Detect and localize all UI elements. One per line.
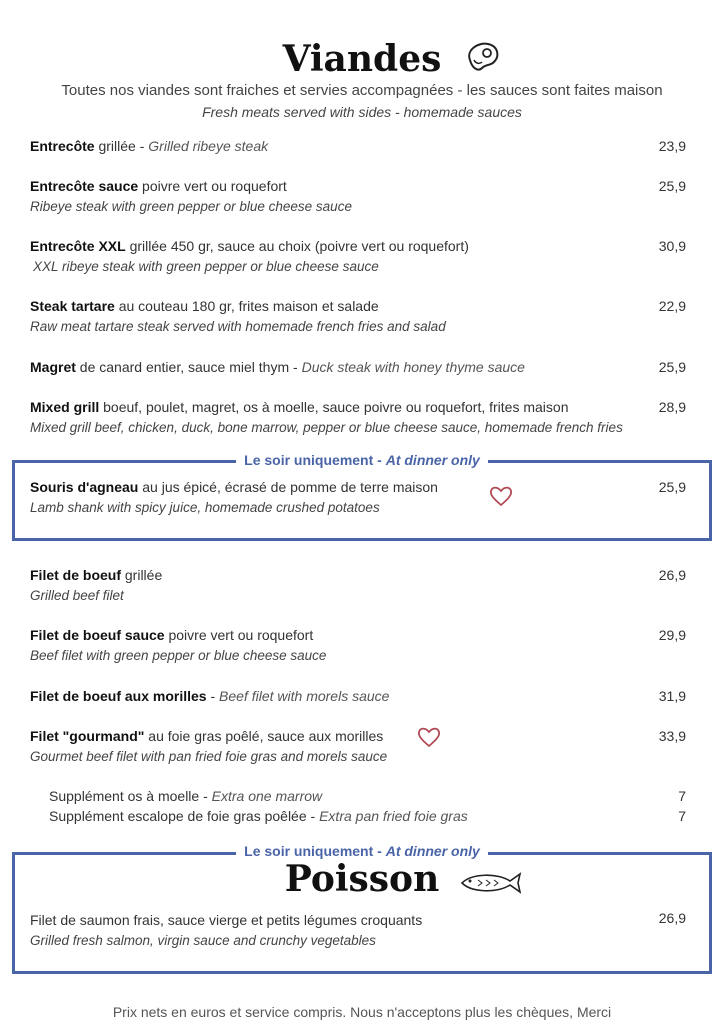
item-desc: au jus épicé, écrasé de pomme de terre maison	[138, 479, 438, 495]
item-desc: grillée 450 gr, sauce au choix (poivre vert ou roquefort)	[125, 238, 469, 254]
heart-icon	[416, 725, 442, 749]
item-price: 31,9	[658, 688, 686, 704]
item-price: 26,9	[658, 567, 686, 583]
item-name: Filet de boeuf aux morilles	[30, 688, 207, 704]
label-en: At dinner only	[385, 843, 480, 859]
item-desc-en: Grilled fresh salmon, virgin sauce and crunchy vegetables	[30, 933, 376, 948]
item-desc-en: Grilled ribeye steak	[148, 138, 269, 154]
item-desc-en: Beef filet with green pepper or blue cheese sauce	[30, 648, 327, 663]
dinner-only-label	[0, 843, 724, 859]
item-price: 30,9	[658, 238, 686, 254]
supplement-en: Extra pan fried foie gras	[319, 808, 468, 824]
menu-item-saumon	[30, 912, 422, 928]
item-desc-en: Raw meat tartare steak served with homemade french fries and salad	[30, 319, 446, 334]
item-desc: boeuf, poulet, magret, os à moelle, sauce poivre ou roquefort, frites maison	[99, 399, 569, 415]
item-name: Entrecôte	[30, 138, 95, 154]
item-price: 29,9	[658, 627, 686, 643]
item-desc: au couteau 180 gr, frites maison et salade	[114, 298, 379, 314]
label-fr: Le soir uniquement -	[244, 843, 386, 859]
supplement-en: Extra one marrow	[211, 788, 323, 804]
item-name: Entrecôte XXL	[30, 238, 126, 254]
poisson-title: Poisson	[284, 858, 440, 900]
item-desc-en: XXL ribeye steak with green pepper or blue cheese sauce	[33, 259, 379, 274]
item-name: Filet de boeuf	[30, 567, 121, 583]
item-price: 25,9	[658, 178, 686, 194]
item-desc-en: Gourmet beef filet with pan fried foie gras and morels sauce	[30, 749, 388, 764]
item-name: Steak tartare	[30, 298, 115, 314]
heart-icon	[488, 484, 514, 508]
item-sep: -	[135, 138, 149, 154]
item-desc: de canard entier, sauce miel thym	[75, 359, 290, 375]
menu-item-magret	[30, 359, 525, 375]
menu-item-filet-boeuf	[30, 567, 162, 583]
item-price: 28,9	[658, 399, 686, 415]
dinner-only-label	[0, 452, 724, 468]
label-fr: Le soir uniquement -	[244, 452, 386, 468]
item-name: Entrecôte sauce	[30, 178, 139, 194]
item-desc: au foie gras poêlé, sauce aux morilles	[144, 728, 384, 744]
supplement-price: 7	[678, 808, 686, 824]
item-desc: grillée	[121, 567, 163, 583]
menu-item-filet-morilles	[30, 688, 389, 704]
item-name: Filet de boeuf sauce	[30, 627, 165, 643]
item-price: 25,9	[658, 359, 686, 375]
item-desc-en: Lamb shank with spicy juice, homemade crushed potatoes	[30, 500, 380, 515]
menu-item-mixed-grill	[30, 399, 569, 415]
item-price: 22,9	[658, 298, 686, 314]
menu-item-entrecote-sauce	[30, 178, 287, 194]
menu-item-entrecote	[30, 138, 268, 154]
item-name: Magret	[30, 359, 76, 375]
item-name: Souris d'agneau	[30, 479, 139, 495]
item-desc-en: Duck steak with honey thyme sauce	[301, 359, 525, 375]
supplement-marrow	[49, 788, 322, 804]
item-price: 23,9	[658, 138, 686, 154]
supplement-sep: -	[199, 788, 212, 804]
label-en: At dinner only	[385, 452, 480, 468]
viandes-title: Viandes	[282, 38, 442, 80]
item-sep: -	[206, 688, 220, 704]
supplement-sep: -	[306, 808, 320, 824]
item-name: Mixed grill	[30, 399, 100, 415]
item-desc: poivre vert ou roquefort	[164, 627, 314, 643]
viandes-intro-fr: Toutes nos viandes sont fraiches et servies accompagnées - les sauces sont faites maison	[61, 82, 663, 99]
item-desc-en: Mixed grill beef, chicken, duck, bone marrow, pepper or blue cheese sauce, homemade french fries	[30, 420, 623, 435]
item-desc: grillée	[94, 138, 136, 154]
supplement-fr: Supplément escalope de foie gras poêlée	[49, 808, 307, 824]
item-price: 26,9	[658, 910, 686, 926]
menu-item-filet-boeuf-sauce	[30, 627, 313, 643]
item-price: 33,9	[658, 728, 686, 744]
fish-icon	[458, 870, 522, 896]
item-desc-en: Grilled beef filet	[30, 588, 124, 603]
menu-item-steak-tartare	[30, 298, 379, 314]
menu-item-filet-gourmand	[30, 728, 383, 744]
menu-item-souris-agneau	[30, 479, 438, 495]
item-name: Filet "gourmand"	[30, 728, 145, 744]
item-desc: poivre vert ou roquefort	[138, 178, 287, 194]
menu-item-entrecote-xxl	[30, 238, 469, 254]
item-sep: -	[289, 359, 302, 375]
item-desc-en: Ribeye steak with green pepper or blue cheese sauce	[30, 199, 352, 214]
item-desc: Filet de saumon frais, sauce vierge et petits légumes croquants	[30, 912, 423, 928]
supplement-foie-gras	[49, 808, 468, 824]
item-price: 25,9	[658, 479, 686, 495]
footer-note: Prix nets en euros et service compris. Nous n'acceptons plus les chèques, Merci	[112, 1004, 612, 1020]
item-desc-en: Beef filet with morels sauce	[219, 688, 390, 704]
supplement-price: 7	[678, 788, 686, 804]
viandes-intro-en: Fresh meats served with sides - homemade sauces	[202, 104, 522, 120]
supplement-fr: Supplément os à moelle	[49, 788, 200, 804]
steak-icon	[464, 40, 502, 74]
